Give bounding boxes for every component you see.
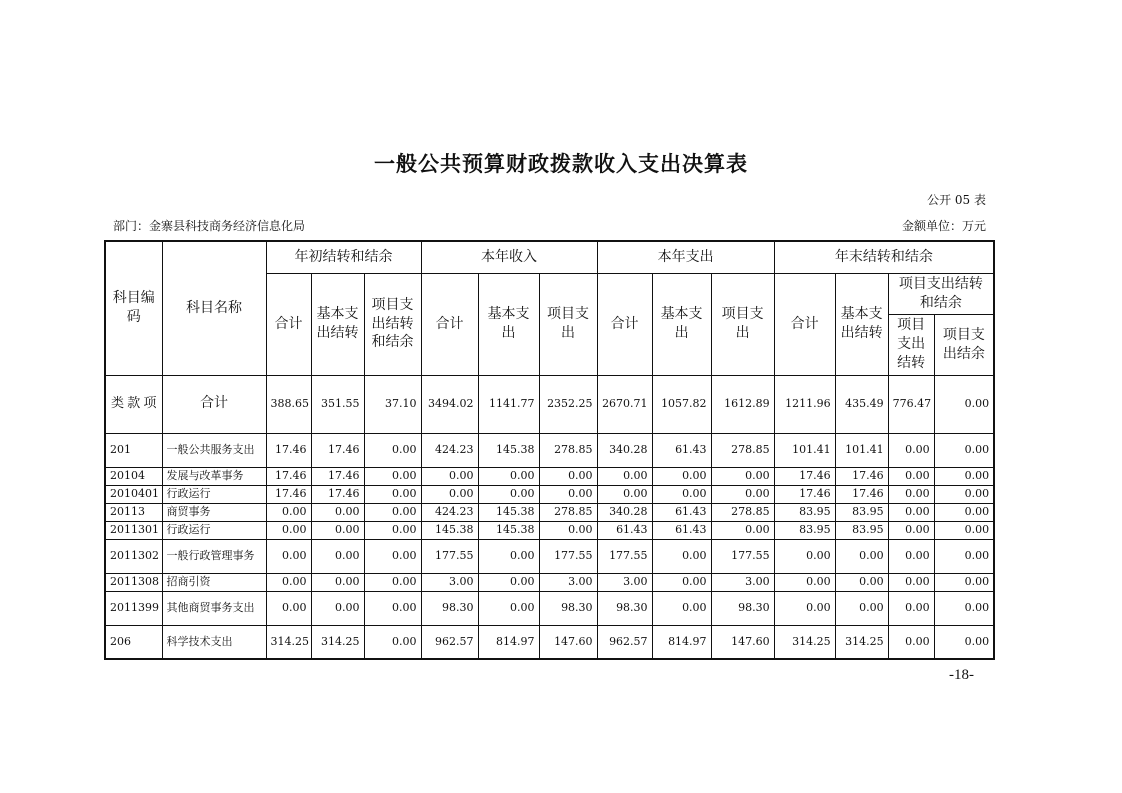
header-income-basic: 基本支出 bbox=[478, 273, 539, 375]
row-value-cell: 278.85 bbox=[539, 433, 597, 467]
row-value-cell: 0.00 bbox=[364, 485, 421, 503]
total-cell: 1057.82 bbox=[652, 375, 711, 433]
row-name: 一般行政管理事务 bbox=[162, 539, 266, 573]
row-value-cell: 0.00 bbox=[539, 467, 597, 485]
header-group-start: 年初结转和结余 bbox=[266, 241, 421, 273]
row-value-cell: 177.55 bbox=[539, 539, 597, 573]
row-value-cell: 0.00 bbox=[266, 591, 311, 625]
row-value-cell: 0.00 bbox=[888, 485, 934, 503]
row-name: 发展与改革事务 bbox=[162, 467, 266, 485]
row-name: 招商引资 bbox=[162, 573, 266, 591]
row-value-cell: 98.30 bbox=[421, 591, 478, 625]
table-row bbox=[105, 591, 994, 625]
row-value-cell: 0.00 bbox=[652, 539, 711, 573]
row-value-cell: 145.38 bbox=[421, 521, 478, 539]
row-value-cell: 0.00 bbox=[934, 539, 994, 573]
row-code: 2010401 bbox=[105, 485, 162, 503]
row-code: 206 bbox=[105, 625, 162, 659]
row-value-cell: 83.95 bbox=[774, 521, 835, 539]
header-group-income: 本年收入 bbox=[421, 241, 597, 273]
row-value-cell: 61.43 bbox=[652, 433, 711, 467]
row-value-cell: 83.95 bbox=[835, 503, 888, 521]
row-value-cell: 0.00 bbox=[888, 521, 934, 539]
row-value-cell: 0.00 bbox=[311, 539, 364, 573]
row-value-cell: 0.00 bbox=[934, 467, 994, 485]
row-value-cell: 0.00 bbox=[364, 521, 421, 539]
row-value-cell: 17.46 bbox=[774, 467, 835, 485]
row-value-cell: 0.00 bbox=[934, 625, 994, 659]
row-value-cell: 145.38 bbox=[478, 433, 539, 467]
row-code: 20104 bbox=[105, 467, 162, 485]
row-name: 其他商贸事务支出 bbox=[162, 591, 266, 625]
row-value-cell: 0.00 bbox=[652, 467, 711, 485]
row-code: 201 bbox=[105, 433, 162, 467]
header-expense-total: 合计 bbox=[597, 273, 652, 375]
row-value-cell: 0.00 bbox=[652, 591, 711, 625]
row-value-cell: 98.30 bbox=[539, 591, 597, 625]
row-value-cell: 17.46 bbox=[835, 467, 888, 485]
department-label: 部门：金寨县科技商务经济信息化局 bbox=[113, 219, 306, 233]
row-value-cell: 0.00 bbox=[774, 591, 835, 625]
row-name: 行政运行 bbox=[162, 521, 266, 539]
row-value-cell: 0.00 bbox=[934, 503, 994, 521]
row-value-cell: 98.30 bbox=[711, 591, 774, 625]
row-value-cell: 17.46 bbox=[266, 433, 311, 467]
row-value-cell: 278.85 bbox=[711, 433, 774, 467]
row-value-cell: 0.00 bbox=[478, 467, 539, 485]
row-value-cell: 101.41 bbox=[774, 433, 835, 467]
row-name: 科学技术支出 bbox=[162, 625, 266, 659]
row-value-cell: 145.38 bbox=[478, 521, 539, 539]
row-value-cell: 0.00 bbox=[364, 433, 421, 467]
total-cell: 351.55 bbox=[311, 375, 364, 433]
row-value-cell: 177.55 bbox=[597, 539, 652, 573]
row-value-cell: 98.30 bbox=[597, 591, 652, 625]
row-value-cell: 0.00 bbox=[934, 591, 994, 625]
row-value-cell: 0.00 bbox=[364, 573, 421, 591]
row-value-cell: 17.46 bbox=[311, 485, 364, 503]
row-value-cell: 314.25 bbox=[311, 625, 364, 659]
table-row bbox=[105, 433, 994, 467]
row-value-cell: 17.46 bbox=[266, 467, 311, 485]
row-code: 20113 bbox=[105, 503, 162, 521]
header-expense-project: 项目支出 bbox=[711, 273, 774, 375]
row-value-cell: 17.46 bbox=[311, 433, 364, 467]
code-subheader bbox=[105, 375, 162, 433]
row-value-cell: 0.00 bbox=[835, 591, 888, 625]
row-value-cell: 3.00 bbox=[711, 573, 774, 591]
header-end-project-group: 项目支出结转和结余 bbox=[888, 273, 994, 314]
row-value-cell: 0.00 bbox=[888, 539, 934, 573]
row-value-cell: 0.00 bbox=[774, 573, 835, 591]
row-value-cell: 83.95 bbox=[774, 503, 835, 521]
header-end-project-carry: 项目支出结转 bbox=[888, 314, 934, 375]
row-value-cell: 0.00 bbox=[934, 433, 994, 467]
code-sub-item: 项 bbox=[143, 395, 157, 411]
row-value-cell: 0.00 bbox=[774, 539, 835, 573]
row-value-cell: 145.38 bbox=[478, 503, 539, 521]
row-value-cell: 314.25 bbox=[835, 625, 888, 659]
row-value-cell: 0.00 bbox=[539, 521, 597, 539]
row-name: 一般公共服务支出 bbox=[162, 433, 266, 467]
total-cell: 2670.71 bbox=[597, 375, 652, 433]
header-end-basic: 基本支出结转 bbox=[835, 273, 888, 375]
row-value-cell: 17.46 bbox=[266, 485, 311, 503]
row-value-cell: 0.00 bbox=[364, 539, 421, 573]
table-row bbox=[105, 467, 994, 485]
row-value-cell: 177.55 bbox=[711, 539, 774, 573]
row-value-cell: 3.00 bbox=[421, 573, 478, 591]
total-row bbox=[105, 375, 994, 433]
header-end-total: 合计 bbox=[774, 273, 835, 375]
row-value-cell: 0.00 bbox=[597, 467, 652, 485]
row-value-cell: 0.00 bbox=[934, 485, 994, 503]
header-name: 科目名称 bbox=[162, 241, 266, 375]
row-name: 商贸事务 bbox=[162, 503, 266, 521]
row-value-cell: 0.00 bbox=[266, 539, 311, 573]
row-code: 2011399 bbox=[105, 591, 162, 625]
row-value-cell: 0.00 bbox=[421, 467, 478, 485]
header-group-end: 年末结转和结余 bbox=[774, 241, 994, 273]
row-value-cell: 0.00 bbox=[266, 573, 311, 591]
page-title: 一般公共预算财政拨款收入支出决算表 bbox=[374, 151, 748, 176]
row-value-cell: 0.00 bbox=[478, 591, 539, 625]
header-group-expense: 本年支出 bbox=[597, 241, 774, 273]
header-income-project: 项目支出 bbox=[539, 273, 597, 375]
row-value-cell: 147.60 bbox=[539, 625, 597, 659]
row-value-cell: 3.00 bbox=[597, 573, 652, 591]
row-value-cell: 0.00 bbox=[364, 467, 421, 485]
row-value-cell: 0.00 bbox=[311, 521, 364, 539]
header-start-total: 合计 bbox=[266, 273, 311, 375]
row-value-cell: 0.00 bbox=[888, 433, 934, 467]
row-value-cell: 340.28 bbox=[597, 503, 652, 521]
row-value-cell: 17.46 bbox=[311, 467, 364, 485]
row-value-cell: 0.00 bbox=[835, 539, 888, 573]
row-value-cell: 0.00 bbox=[539, 485, 597, 503]
header-income-total: 合计 bbox=[421, 273, 478, 375]
header-start-project: 项目支出结转和结余 bbox=[364, 273, 421, 375]
total-cell: 776.47 bbox=[888, 375, 934, 433]
row-value-cell: 962.57 bbox=[597, 625, 652, 659]
header-expense-basic: 基本支出 bbox=[652, 273, 711, 375]
row-value-cell: 61.43 bbox=[652, 503, 711, 521]
row-value-cell: 101.41 bbox=[835, 433, 888, 467]
table-row bbox=[105, 521, 994, 539]
row-value-cell: 340.28 bbox=[597, 433, 652, 467]
row-value-cell: 177.55 bbox=[421, 539, 478, 573]
unit-label: 金额单位：万元 bbox=[901, 219, 986, 233]
total-cell: 2352.25 bbox=[539, 375, 597, 433]
row-value-cell: 0.00 bbox=[311, 503, 364, 521]
table-row bbox=[105, 573, 994, 591]
total-cell: 435.49 bbox=[835, 375, 888, 433]
row-value-cell: 278.85 bbox=[539, 503, 597, 521]
row-value-cell: 0.00 bbox=[597, 485, 652, 503]
row-value-cell: 0.00 bbox=[652, 573, 711, 591]
table-row bbox=[105, 539, 994, 573]
page-number: -18- bbox=[949, 667, 974, 683]
total-cell: 1211.96 bbox=[774, 375, 835, 433]
row-value-cell: 0.00 bbox=[652, 485, 711, 503]
header-code: 科目编码 bbox=[105, 241, 162, 375]
header-start-basic: 基本支出结转 bbox=[311, 273, 364, 375]
row-value-cell: 0.00 bbox=[934, 521, 994, 539]
row-value-cell: 962.57 bbox=[421, 625, 478, 659]
code-sub-class: 类 bbox=[111, 395, 125, 411]
row-value-cell: 278.85 bbox=[711, 503, 774, 521]
row-value-cell: 814.97 bbox=[652, 625, 711, 659]
row-code: 2011308 bbox=[105, 573, 162, 591]
row-value-cell: 17.46 bbox=[774, 485, 835, 503]
row-name: 行政运行 bbox=[162, 485, 266, 503]
total-cell: 3494.02 bbox=[421, 375, 478, 433]
row-value-cell: 424.23 bbox=[421, 503, 478, 521]
row-value-cell: 0.00 bbox=[421, 485, 478, 503]
row-value-cell: 0.00 bbox=[888, 467, 934, 485]
row-value-cell: 0.00 bbox=[311, 573, 364, 591]
row-value-cell: 0.00 bbox=[478, 485, 539, 503]
row-value-cell: 0.00 bbox=[711, 467, 774, 485]
row-value-cell: 0.00 bbox=[888, 591, 934, 625]
row-value-cell: 0.00 bbox=[835, 573, 888, 591]
row-value-cell: 61.43 bbox=[652, 521, 711, 539]
row-value-cell: 0.00 bbox=[934, 573, 994, 591]
row-value-cell: 17.46 bbox=[835, 485, 888, 503]
row-value-cell: 0.00 bbox=[888, 503, 934, 521]
row-value-cell: 3.00 bbox=[539, 573, 597, 591]
row-value-cell: 147.60 bbox=[711, 625, 774, 659]
code-sub-section: 款 bbox=[127, 395, 141, 411]
row-value-cell: 0.00 bbox=[364, 625, 421, 659]
budget-table bbox=[104, 240, 995, 660]
row-value-cell: 814.97 bbox=[478, 625, 539, 659]
form-number: 公开 05 表 bbox=[927, 193, 986, 207]
row-value-cell: 0.00 bbox=[888, 625, 934, 659]
table-row bbox=[105, 625, 994, 659]
total-cell: 37.10 bbox=[364, 375, 421, 433]
row-value-cell: 0.00 bbox=[711, 485, 774, 503]
row-value-cell: 314.25 bbox=[266, 625, 311, 659]
header-end-project-balance: 项目支出结余 bbox=[934, 314, 994, 375]
total-cell: 0.00 bbox=[934, 375, 994, 433]
row-value-cell: 0.00 bbox=[364, 591, 421, 625]
row-value-cell: 0.00 bbox=[364, 503, 421, 521]
row-value-cell: 0.00 bbox=[266, 503, 311, 521]
row-value-cell: 61.43 bbox=[597, 521, 652, 539]
total-cell: 388.65 bbox=[266, 375, 311, 433]
total-cell: 1141.77 bbox=[478, 375, 539, 433]
row-value-cell: 314.25 bbox=[774, 625, 835, 659]
row-value-cell: 83.95 bbox=[835, 521, 888, 539]
row-value-cell: 424.23 bbox=[421, 433, 478, 467]
table-row bbox=[105, 485, 994, 503]
table-row bbox=[105, 503, 994, 521]
row-value-cell: 0.00 bbox=[478, 539, 539, 573]
row-code: 2011302 bbox=[105, 539, 162, 573]
row-value-cell: 0.00 bbox=[478, 573, 539, 591]
row-value-cell: 0.00 bbox=[888, 573, 934, 591]
row-value-cell: 0.00 bbox=[311, 591, 364, 625]
row-code: 2011301 bbox=[105, 521, 162, 539]
total-cell: 1612.89 bbox=[711, 375, 774, 433]
row-value-cell: 0.00 bbox=[266, 521, 311, 539]
total-label: 合计 bbox=[162, 375, 266, 433]
row-value-cell: 0.00 bbox=[711, 521, 774, 539]
